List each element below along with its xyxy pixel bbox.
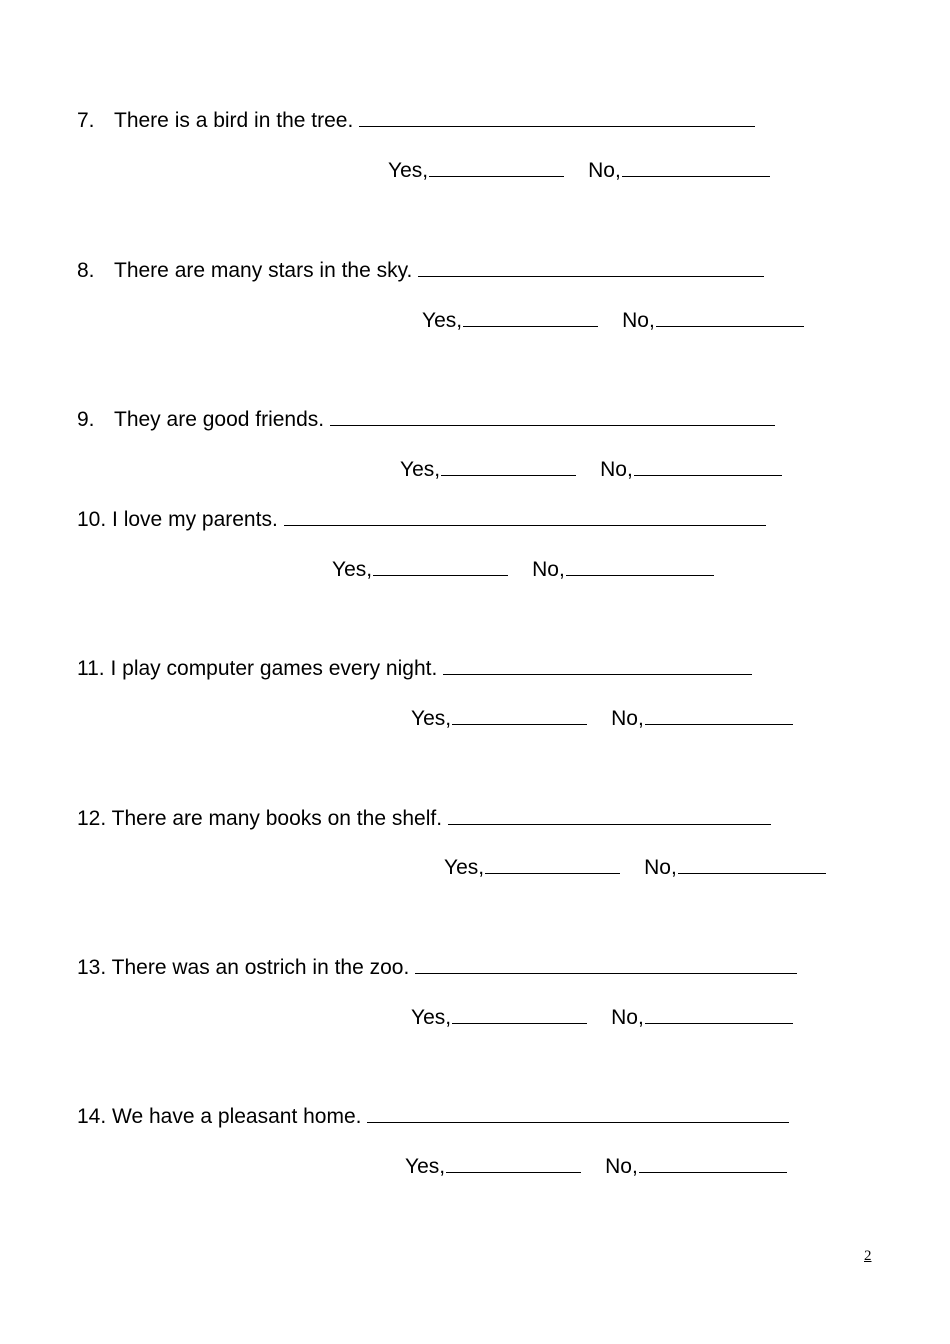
no-blank[interactable] (639, 1154, 787, 1173)
no-label: No, (644, 856, 677, 879)
no-blank[interactable] (634, 457, 782, 476)
question-text: There was an ostrich in the zoo. (111, 956, 410, 979)
question-number: 11. (77, 657, 105, 680)
yes-no-row-10 (332, 557, 714, 582)
yes-no-row-9 (400, 457, 782, 482)
yes-label: Yes, (332, 558, 373, 581)
yes-label: Yes, (411, 1006, 452, 1029)
yes-label: Yes, (444, 856, 485, 879)
no-label: No, (611, 1006, 644, 1029)
yes-blank[interactable] (373, 557, 508, 576)
yes-no-row-12 (444, 855, 826, 880)
question-number: 12. (77, 807, 107, 830)
question-number: 13. (77, 956, 107, 979)
answer-line[interactable] (443, 656, 752, 675)
answer-line[interactable] (448, 806, 771, 825)
answer-line[interactable] (367, 1104, 789, 1123)
question-10 (77, 507, 766, 532)
question-12 (77, 806, 771, 831)
no-label: No, (600, 458, 633, 481)
question-text: I play computer games every night. (110, 657, 438, 680)
yes-no-row-8 (422, 308, 804, 333)
question-text: I love my parents. (112, 508, 278, 531)
answer-line[interactable] (284, 507, 766, 526)
question-text: We have a pleasant home. (112, 1105, 362, 1128)
answer-line[interactable] (330, 407, 775, 426)
yes-label: Yes, (422, 309, 463, 332)
question-number: 7. (77, 109, 95, 132)
yes-no-row-13 (411, 1005, 793, 1030)
no-blank[interactable] (645, 706, 793, 725)
yes-blank[interactable] (485, 855, 620, 874)
yes-no-row-14 (405, 1154, 787, 1179)
question-14 (77, 1104, 789, 1129)
question-text: There are many books on the shelf. (111, 807, 443, 830)
answer-line[interactable] (418, 258, 764, 277)
no-blank[interactable] (566, 557, 714, 576)
yes-blank[interactable] (429, 158, 564, 177)
answer-line[interactable] (359, 108, 755, 127)
yes-blank[interactable] (441, 457, 576, 476)
no-blank[interactable] (678, 855, 826, 874)
no-label: No, (588, 159, 621, 182)
question-8 (77, 258, 764, 283)
answer-line[interactable] (415, 955, 797, 974)
question-number: 8. (77, 259, 95, 282)
no-label: No, (532, 558, 565, 581)
yes-blank[interactable] (452, 1005, 587, 1024)
yes-label: Yes, (411, 707, 452, 730)
question-number: 10. (77, 508, 107, 531)
yes-blank[interactable] (463, 308, 598, 327)
no-blank[interactable] (622, 158, 770, 177)
no-label: No, (611, 707, 644, 730)
yes-no-row-11 (411, 706, 793, 731)
question-7 (77, 108, 755, 133)
yes-label: Yes, (405, 1155, 446, 1178)
question-number: 9. (77, 408, 95, 431)
no-label: No, (622, 309, 655, 332)
yes-blank[interactable] (452, 706, 587, 725)
yes-no-row-7 (388, 158, 770, 183)
yes-label: Yes, (400, 458, 441, 481)
yes-label: Yes, (388, 159, 429, 182)
question-9 (77, 407, 775, 432)
question-number: 14. (77, 1105, 107, 1128)
no-blank[interactable] (645, 1005, 793, 1024)
no-blank[interactable] (656, 308, 804, 327)
question-text: There are many stars in the sky. (114, 259, 413, 282)
question-11 (77, 656, 752, 681)
question-text: They are good friends. (114, 408, 325, 431)
no-label: No, (605, 1155, 638, 1178)
question-text: There is a bird in the tree. (114, 109, 354, 132)
yes-blank[interactable] (446, 1154, 581, 1173)
page-number: 2 (864, 1248, 872, 1264)
question-13 (77, 955, 797, 980)
